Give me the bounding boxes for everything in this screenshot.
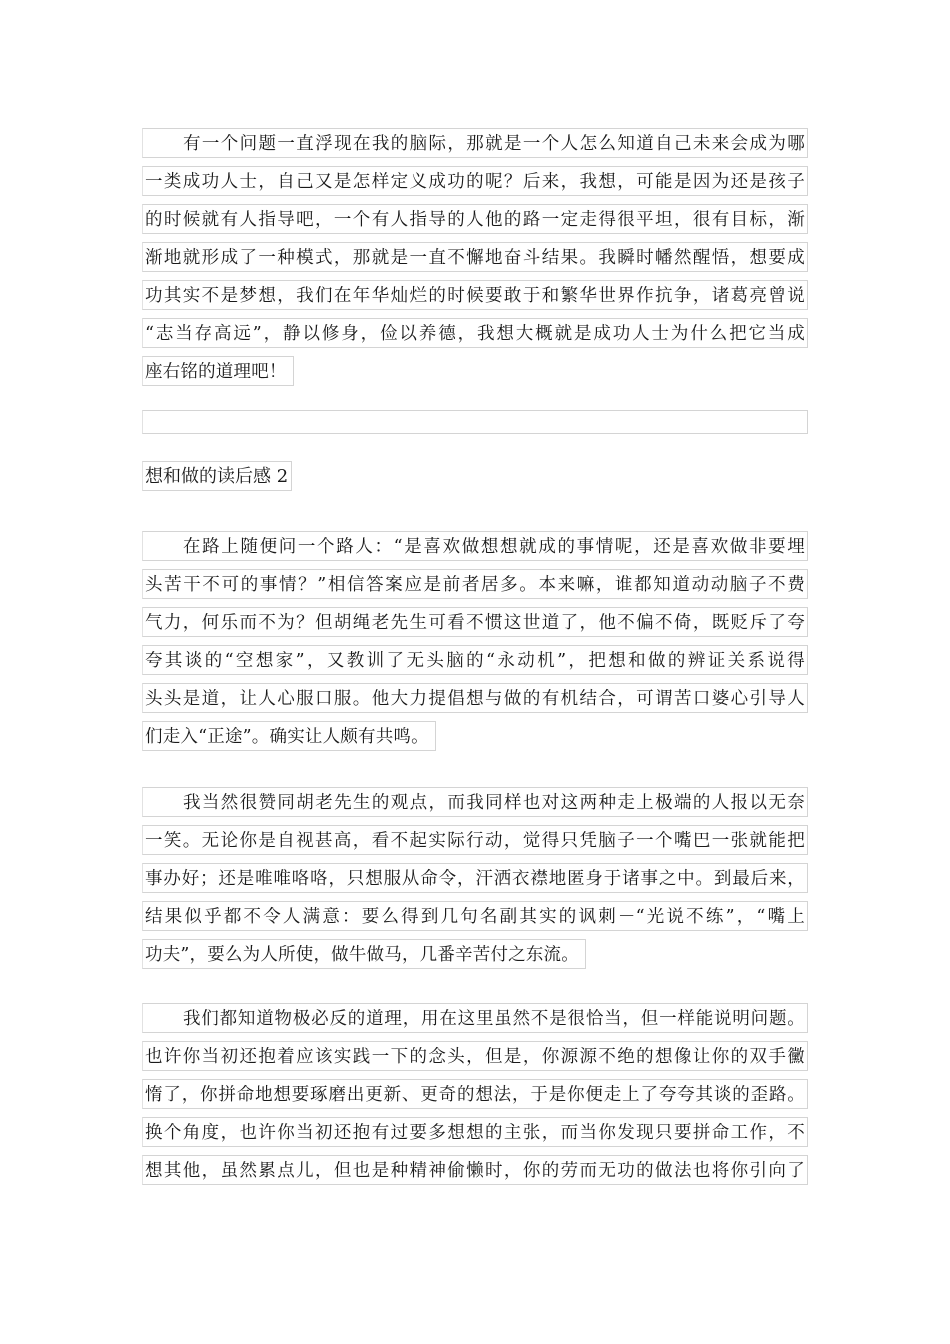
text-line: 气力，何乐而不为？但胡绳老先生可看不惯这世道了，他不偏不倚，既贬斥了夸 [142,607,808,637]
text-line: 惰了，你拼命地想要琢磨出更新、更奇的想法，于是你便走上了夸夸其谈的歪路。 [142,1079,808,1109]
text-line: 夸其谈的“空想家”，又教训了无头脑的“永动机”，把想和做的辨证关系说得 [142,645,808,675]
text-line: 渐地就形成了一种模式，那就是一直不懈地奋斗结果。我瞬时幡然醒悟，想要成 [142,242,808,272]
text-line: 我们都知道物极必反的道理，用在这里虽然不是很恰当，但一样能说明问题。 [142,1003,808,1033]
text-line: 也许你当初还抱着应该实践一下的念头，但是，你源源不绝的想像让你的双手黴 [142,1041,808,1071]
text-line: 我当然很赞同胡老先生的观点，而我同样也对这两种走上极端的人报以无奈 [142,787,808,817]
text-line: “志当存高远”，静以修身，俭以养德，我想大概就是成功人士为什么把它当成 [142,318,808,348]
text-line: 头头是道，让人心服口服。他大力提倡想与做的有机结合，可谓苦口婆心引导人 [142,683,808,713]
text-line: 一笑。无论你是自视甚高，看不起实际行动，觉得只凭脑子一个嘴巴一张就能把 [142,825,808,855]
text-line: 功其实不是梦想，我们在年华灿烂的时候要敢于和繁华世界作抗争，诸葛亮曾说 [142,280,808,310]
text-line: 座右铭的道理吧！ [142,356,294,386]
paragraph-2 [142,531,808,763]
text-line: 想其他，虽然累点儿，但也是种精神偷懒时，你的劳而无功的做法也将你引向了 [142,1155,808,1185]
text-line: 事办好；还是唯唯咯咯，只想服从命令，汗洒衣襟地匿身于诸事之中。到最后来， [142,863,808,893]
paragraph-4 [142,1003,808,1193]
text-line: 们走入“正途”。确实让人颇有共鸣。 [142,721,436,751]
empty-line-box [142,410,808,434]
paragraph-1 [142,128,808,398]
text-line: 功夫”，要么为人所使，做牛做马，几番辛苦付之东流。 [142,939,586,969]
text-line: 有一个问题一直浮现在我的脑际，那就是一个人怎么知道自己未来会成为哪 [142,128,808,158]
text-line: 的时候就有人指导吧，一个有人指导的人他的路一定走得很平坦，很有目标，渐 [142,204,808,234]
paragraph-3 [142,787,808,981]
section-heading: 想和做的读后感 2 [142,461,292,491]
text-line: 头苦干不可的事情？”相信答案应是前者居多。本来嘛，谁都知道动动脑子不费 [142,569,808,599]
text-line: 换个角度，也许你当初还抱有过要多想想的主张，而当你发现只要拼命工作，不 [142,1117,808,1147]
text-line: 一类成功人士，自己又是怎样定义成功的呢？后来，我想，可能是因为还是孩子 [142,166,808,196]
text-line: 在路上随便问一个路人：“是喜欢做想想就成的事情呢，还是喜欢做非要埋 [142,531,808,561]
text-line: 结果似乎都不令人满意：要么得到几句名副其实的讽刺－“光说不练”，“嘴上 [142,901,808,931]
